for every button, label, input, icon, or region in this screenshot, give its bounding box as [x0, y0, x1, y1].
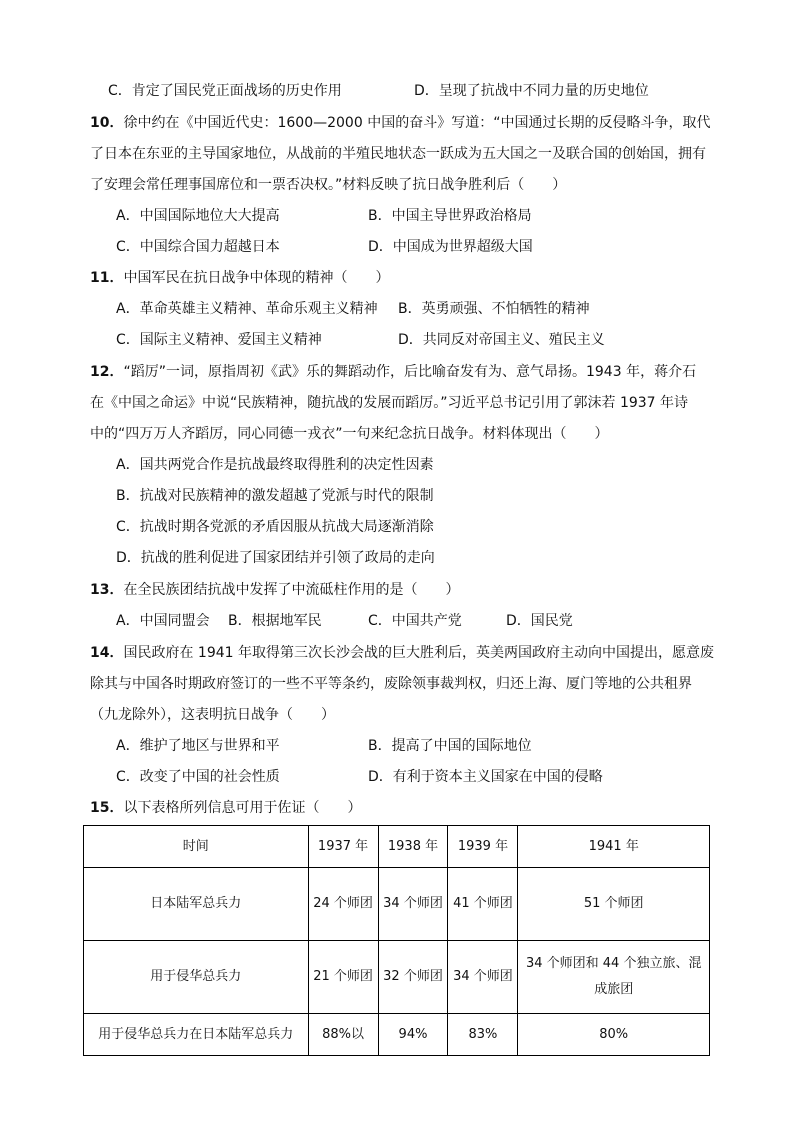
- q14-number: 14．: [90, 645, 124, 661]
- q10-option-b: B．中国主导世界政治格局: [368, 208, 532, 224]
- table-cell: 94%: [378, 1014, 448, 1056]
- q12-stem-2: 在《中国之命运》中说“民族精神，随抗战的发展而蹈厉。”习近平总书记引用了郭沫若 1937 年诗: [90, 395, 689, 411]
- table-cell: 51 个师团: [518, 868, 710, 941]
- table-cell: 日本陆军总兵力: [84, 868, 309, 941]
- q10-option-d: D．中国成为世界超级大国: [368, 239, 533, 255]
- q13-option-a: A．中国同盟会: [116, 613, 210, 629]
- q15-stem: 以下表格所列信息可用于佐证（ ）: [123, 800, 362, 816]
- table-cell: 用于侵华总兵力在日本陆军总兵力: [84, 1014, 309, 1056]
- q13-stem: 在全民族团结抗战中发挥了中流砥柱作用的是（ ）: [123, 582, 460, 598]
- table-cell: 34 个师团和 44 个独立旅、混成旅团: [518, 941, 710, 1014]
- table-cell: 21 个师团: [308, 941, 378, 1014]
- q10-stem-3: 了安理会常任理事国席位和一票否决权。”材料反映了抗日战争胜利后（ ）: [90, 177, 567, 193]
- q12-stem-3: 中的“四万万人齐蹈厉，同心同德一戎衣”一句来纪念抗日战争。材料体现出（ ）: [90, 426, 609, 442]
- table-cell: 用于侵华总兵力: [84, 941, 309, 1014]
- q10-number: 10．: [90, 115, 124, 131]
- table-header-cell: 1941 年: [518, 826, 710, 868]
- table-cell: 24 个师团: [308, 868, 378, 941]
- q14-stem-2: 除其与中国各时期政府签订的一些不平等条约，废除领事裁判权，归还上海、厦门等地的公共租界: [90, 676, 692, 692]
- q14-option-d: D．有利于资本主义国家在中国的侵略: [368, 769, 603, 785]
- q10-line-1: [90, 113, 710, 133]
- q11-number: 11．: [90, 270, 124, 286]
- q10-stem-2: 了日本在东亚的主导国家地位，从战前的半殖民地状态一跃成为五大国之一及联合国的创始国，拥有: [90, 146, 706, 162]
- q14-option-b: B．提高了中国的国际地位: [368, 738, 532, 754]
- table-cell: 34 个师团: [378, 868, 448, 941]
- table-header-cell: 时间: [84, 826, 309, 868]
- q12-stem-1: “蹈厉”一词，原指周初《武》乐的舞蹈动作，后比喻奋发有为、意气昂扬。1943 年，蒋介石: [123, 364, 697, 380]
- table-cell: 80%: [518, 1014, 710, 1056]
- q14-option-c: C．改变了中国的社会性质: [116, 769, 280, 785]
- q11-option-a: A．革命英雄主义精神、革命乐观主义精神: [116, 301, 378, 317]
- q15-data-table: [83, 825, 710, 1056]
- q12-line-1: [90, 362, 696, 382]
- q12-number: 12．: [90, 364, 124, 380]
- q13-number: 13．: [90, 582, 124, 598]
- q11-line: [90, 268, 389, 288]
- table-cell: 88%以: [308, 1014, 378, 1056]
- q15-number: 15．: [90, 800, 124, 816]
- q11-option-d: D．共同反对帝国主义、殖民主义: [398, 332, 605, 348]
- q10-option-a: A．中国国际地位大大提高: [116, 208, 280, 224]
- table-cell: 34 个师团: [448, 941, 518, 1014]
- q11-option-b: B．英勇顽强、不怕牺牲的精神: [398, 301, 590, 317]
- q12-option-a: A．国共两党合作是抗战最终取得胜利的决定性因素: [116, 457, 434, 473]
- q14-stem-1: 国民政府在 1941 年取得第三次长沙会战的巨大胜利后，英美两国政府主动向中国提出，愿意废: [123, 645, 715, 661]
- table-row: [84, 941, 710, 1014]
- q15-line: [90, 798, 361, 818]
- q13-option-d: D．国民党: [506, 613, 573, 629]
- q13-option-b: B．根据地军民: [228, 613, 322, 629]
- q14-option-a: A．维护了地区与世界和平: [116, 738, 280, 754]
- q12-option-b: B．抗战对民族精神的激发超越了党派与时代的限制: [116, 488, 434, 504]
- table-header-cell: 1938 年: [378, 826, 448, 868]
- table-row: [84, 868, 710, 941]
- q13-option-c: C．中国共产党: [368, 613, 462, 629]
- q9-option-d: D．呈现了抗战中不同力量的历史地位: [414, 83, 649, 99]
- table-cell: 41 个师团: [448, 868, 518, 941]
- q12-option-c: C．抗战时期各党派的矛盾因服从抗战大局逐渐消除: [116, 519, 434, 535]
- q11-option-c: C．国际主义精神、爱国主义精神: [116, 332, 322, 348]
- table-cell: 32 个师团: [378, 941, 448, 1014]
- table-header-row: [84, 826, 710, 868]
- table-header-cell: 1939 年: [448, 826, 518, 868]
- table-cell: 83%: [448, 1014, 518, 1056]
- q10-stem-1: 徐中约在《中国近代史：1600—2000 中国的奋斗》写道：“中国通过长期的反侵略斗争，取代: [123, 115, 711, 131]
- q12-option-d: D．抗战的胜利促进了国家团结并引领了政局的走向: [116, 550, 435, 566]
- q9-option-c: C．肯定了国民党正面战场的历史作用: [108, 83, 342, 99]
- table-row: [84, 1014, 710, 1056]
- q13-line: [90, 580, 459, 600]
- q14-line-1: [90, 643, 714, 663]
- q11-stem: 中国军民在抗日战争中体现的精神（ ）: [123, 270, 390, 286]
- q14-stem-3: （九龙除外），这表明抗日战争（ ）: [90, 707, 335, 723]
- table-header-cell: 1937 年: [308, 826, 378, 868]
- q10-option-c: C．中国综合国力超越日本: [116, 239, 280, 255]
